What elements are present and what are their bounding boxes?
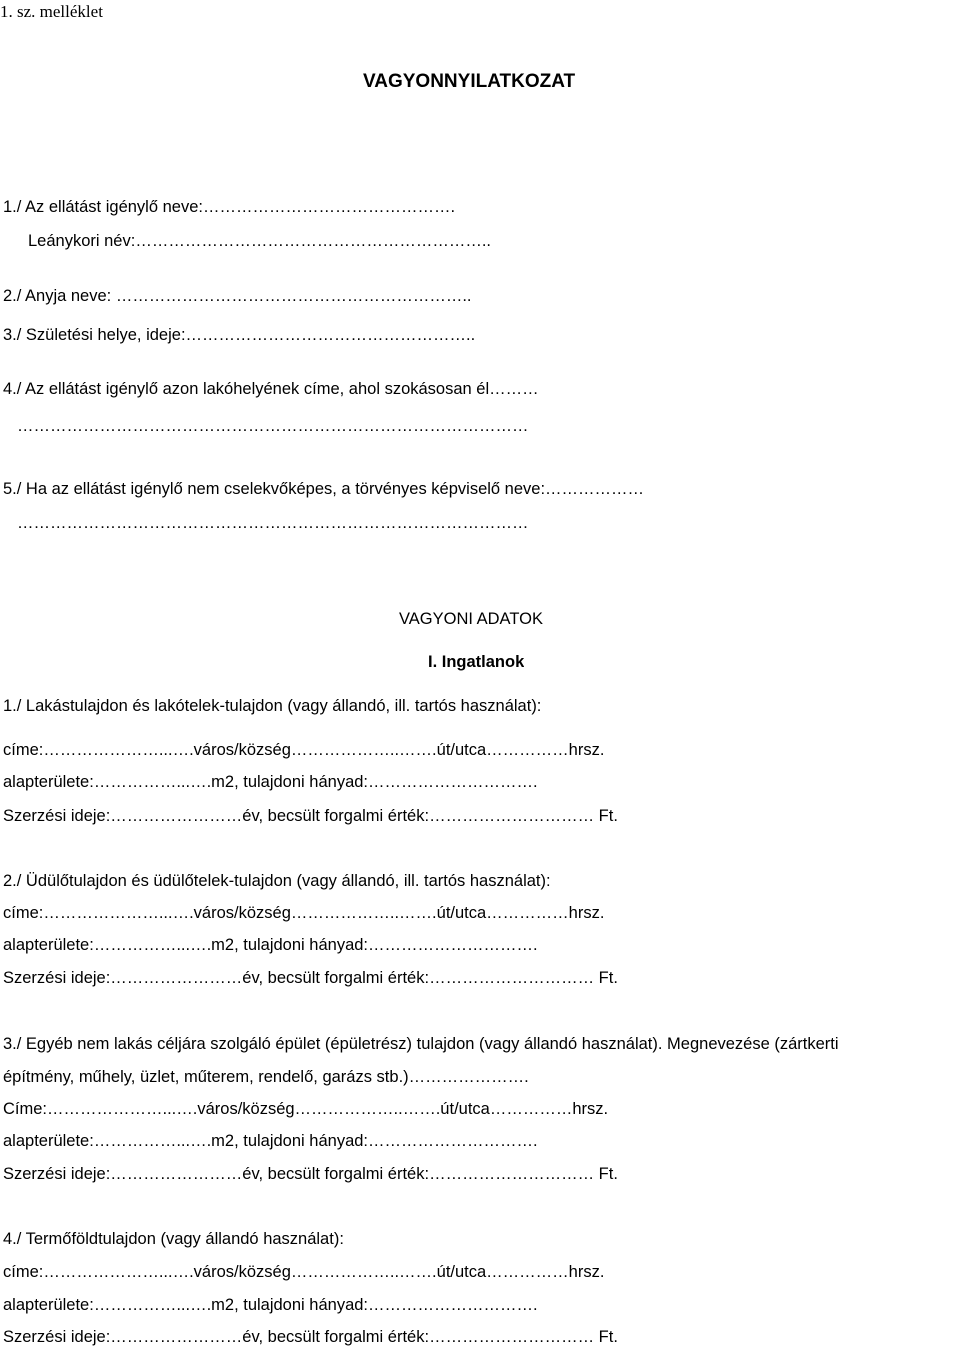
residence-address-continuation[interactable]: ………………………………………………………………………………… [17, 417, 529, 435]
section-3-title: 3./ Egyéb nem lakás céljára szolgáló épület (épületrész) tulajdon (vagy állandó használat). Megnevezése (zártkerti [3, 1035, 839, 1053]
residence-address-line[interactable]: 4./ Az ellátást igénylő azon lakóhelyének címe, ahol szokásosan él……… [3, 380, 539, 398]
section-4-title: 4./ Termőföldtulajdon (vagy állandó használat): [3, 1230, 344, 1248]
section-1-acquisition-line[interactable]: Szerzési ideje:……………………év, becsült forgalmi érték:………………………… Ft. [3, 807, 618, 825]
section-3-title-continuation[interactable]: építmény, műhely, üzlet, műterem, rendelő, garázs stb.)…………………. [3, 1068, 529, 1086]
annex-label: 1. sz. melléklet [0, 2, 103, 21]
section-4-area-line[interactable]: alapterülete:……………...….m2, tulajdoni hányad:…………………………. [3, 1296, 538, 1314]
section-1-area-line[interactable]: alapterülete:……………...….m2, tulajdoni hányad:…………………………. [3, 773, 538, 791]
section-1-address-line[interactable]: címe:…………………...….város/község………………..…….út/utca……………hrsz. [3, 741, 605, 759]
section-2-title: 2./ Üdülőtulajdon és üdülőtelek-tulajdon (vagy állandó, ill. tartós használat): [3, 872, 551, 890]
section-1-title: 1./ Lakástulajdon és lakótelek-tulajdon (vagy állandó, ill. tartós használat): [3, 697, 542, 715]
birth-place-date-line[interactable]: 3./ Születési helye, ideje:…………………………………………….. [3, 326, 476, 344]
document-title: VAGYONNYILATKOZAT [363, 72, 576, 92]
section-3-address-line[interactable]: Címe:…………………...….város/község………………..…….út/utca……………hrsz. [3, 1100, 609, 1118]
section-4-address-line[interactable]: címe:…………………...….város/község………………..…….út/utca……………hrsz. [3, 1263, 605, 1281]
section-2-acquisition-line[interactable]: Szerzési ideje:……………………év, becsült forgalmi érték:………………………… Ft. [3, 969, 618, 987]
applicant-name-line[interactable]: 1./ Az ellátást igénylő neve:………………………………………. [3, 198, 456, 216]
section-2-area-line[interactable]: alapterülete:……………...….m2, tulajdoni hányad:…………………………. [3, 936, 538, 954]
legal-representative-line[interactable]: 5./ Ha az ellátást igénylő nem cselekvőképes, a törvényes képviselő neve:……………… [3, 480, 645, 498]
section-4-acquisition-line[interactable]: Szerzési ideje:……………………év, becsült forgalmi érték:………………………… Ft. [3, 1328, 618, 1346]
assets-heading: VAGYONI ADATOK [399, 610, 543, 628]
section-2-address-line[interactable]: címe:…………………...….város/község………………..…….út/utca……………hrsz. [3, 904, 605, 922]
maiden-name-line[interactable]: Leánykori név:……………………………………………………….. [28, 232, 491, 250]
section-3-area-line[interactable]: alapterülete:……………...….m2, tulajdoni hányad:…………………………. [3, 1132, 538, 1150]
mother-name-line[interactable]: 2./ Anyja neve: ……………………………………………………….. [3, 287, 472, 305]
section-3-acquisition-line[interactable]: Szerzési ideje:……………………év, becsült forgalmi érték:………………………… Ft. [3, 1165, 618, 1183]
real-estate-heading: I. Ingatlanok [428, 653, 525, 671]
legal-representative-continuation[interactable]: ………………………………………………………………………………… [17, 514, 529, 532]
